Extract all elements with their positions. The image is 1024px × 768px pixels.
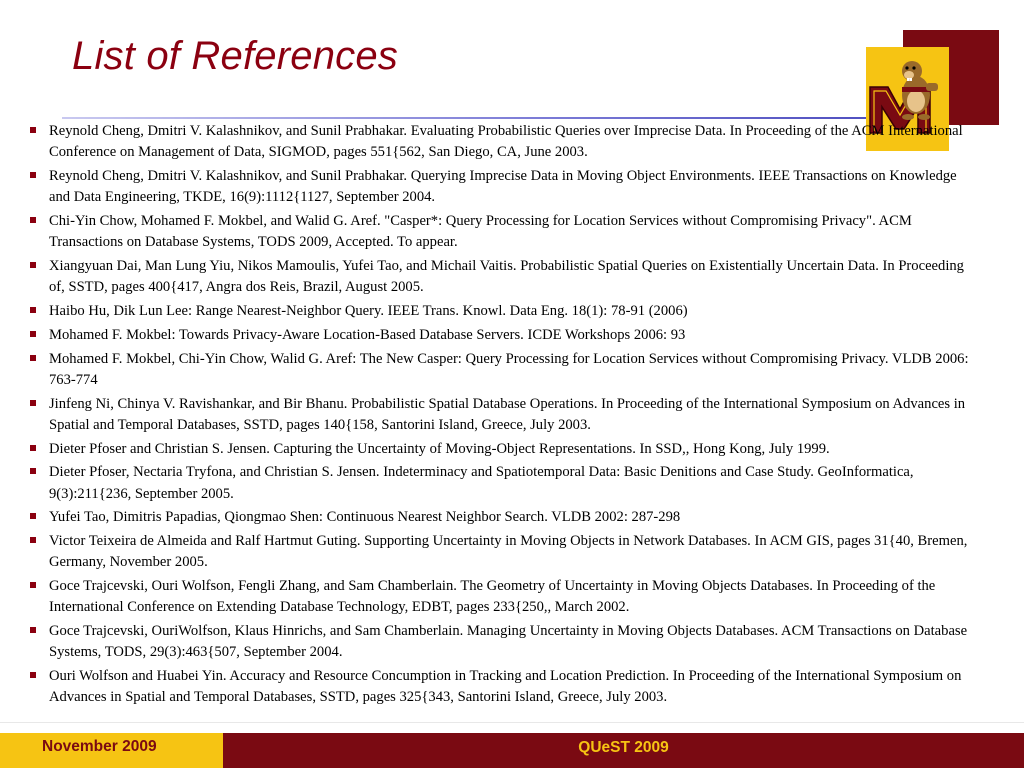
reference-item [30,349,978,391]
reference-text: Ouri Wolfson and Huabei Yin. Accuracy and Resource Concumption in Tracking and Location Prediction. In Proceeding of the International Symposium on Advances in Spatial and Temporal Databases, SSTD, pages 325{343, Santorini Island, Greece, July 2003. [49,668,962,706]
reference-text: Goce Trajcevski, OuriWolfson, Klaus Hinrichs, and Sam Chamberlain. Managing Uncertainty in Moving Objects Databases. ACM Transactions on Database Systems, TODS, 29(3):463{507, September 2004. [49,623,968,661]
square-bullet-icon [30,672,36,678]
reference-item [30,462,978,504]
reference-text: Goce Trajcevski, Ouri Wolfson, Fengli Zhang, and Sam Chamberlain. The Geometry of Uncertainty in Moving Objects Databases. In Proceeding of the International Conference on Extending Database Technology, EDBT, pages 233{250,, March 2002. [49,578,936,616]
reference-item [30,666,978,708]
reference-item [30,166,978,208]
reference-text: Reynold Cheng, Dmitri V. Kalashnikov, and Sunil Prabhakar. Evaluating Probabilistic Queries over Imprecise Data. In Proceeding of the ACM International Conference on Management of Data, SIGMOD, pages 551{562, San Diego, CA, June 2003. [49,123,963,161]
reference-text: Reynold Cheng, Dmitri V. Kalashnikov, and Sunil Prabhakar. Querying Imprecise Data in Moving Object Environments. IEEE Transactions on Knowledge and Data Engineering, TKDE, 16(9):1112{1127, September 2004. [49,168,957,206]
references-list [30,121,978,711]
reference-item [30,256,978,298]
reference-item [30,621,978,663]
reference-item [30,121,978,163]
reference-text: Jinfeng Ni, Chinya V. Ravishankar, and Bir Bhanu. Probabilistic Spatial Database Operations. In Proceeding of the International Symposium on Advances in Spatial and Temporal Databases, SSTD, pages 140{158, Santorini Island, Greece, July 2003. [49,395,966,433]
square-bullet-icon [30,307,36,313]
square-bullet-icon [30,468,36,474]
square-bullet-icon [30,513,36,519]
slide-title: List of References [72,34,398,78]
square-bullet-icon [30,331,36,337]
reference-text: Haibo Hu, Dik Lun Lee: Range Nearest-Neighbor Query. IEEE Trans. Knowl. Data Eng. 18(1): 78-91 (2006) [49,303,688,319]
square-bullet-icon [30,355,36,361]
reference-text: Mohamed F. Mokbel, Chi-Yin Chow, Walid G. Aref: The New Casper: Query Processing for Location Services without Compromising Privacy. VLDB 2006: 763-774 [49,350,969,388]
reference-item [30,325,978,346]
reference-item [30,301,978,322]
footer-date: November 2009 [0,733,223,768]
reference-item [30,576,978,618]
reference-text: Mohamed F. Mokbel: Towards Privacy-Aware Location-Based Database Servers. ICDE Workshops 2006: 93 [49,326,686,343]
footer-event: QUeST 2009 [223,733,1024,768]
reference-item [30,211,978,253]
reference-item [30,394,978,436]
square-bullet-icon [30,445,36,451]
reference-text: Xiangyuan Dai, Man Lung Yiu, Nikos Mamoulis, Yufei Tao, and Michail Vaitis. Probabilistic Spatial Queries on Existentially Uncertain Data. In Proceeding of, SSTD, pages 400{417, Angra dos Reis, Brazil, August 2005. [49,258,964,296]
reference-text: Chi-Yin Chow, Mohamed F. Mokbel, and Walid G. Aref. "Casper*: Query Processing for Location Services without Compromising Privacy". ACM Transactions on Database Systems, TODS 2009, Accepted. To appear. [49,213,912,251]
square-bullet-icon [30,172,36,178]
square-bullet-icon [30,262,36,268]
square-bullet-icon [30,217,36,223]
square-bullet-icon [30,582,36,588]
square-bullet-icon [30,627,36,633]
footer-divider [0,722,1024,723]
reference-item [30,531,978,573]
reference-item [30,439,978,460]
reference-text: Dieter Pfoser, Nectaria Tryfona, and Christian S. Jensen. Indeterminacy and Spatiotemporal Data: Basic Denitions and Case Study. GeoInformatica, 9(3):211{236, September 2005. [49,464,914,502]
reference-item [30,507,978,528]
square-bullet-icon [30,127,36,133]
reference-text: Yufei Tao, Dimitris Papadias, Qiongmao Shen: Continuous Nearest Neighbor Search. VLDB 2002: 287-298 [49,509,681,526]
title-underline [62,117,870,119]
square-bullet-icon [30,400,36,406]
square-bullet-icon [30,537,36,543]
reference-text: Dieter Pfoser and Christian S. Jensen. Capturing the Uncertainty of Moving-Object Representations. In SSD,, Hong Kong, July 1999. [49,440,830,457]
reference-text: Victor Teixeira de Almeida and Ralf Hartmut Guting. Supporting Uncertainty in Moving Objects in Network Databases. In ACM GIS, pages 31{40, Bremen, Germany, November 2005. [49,533,968,571]
